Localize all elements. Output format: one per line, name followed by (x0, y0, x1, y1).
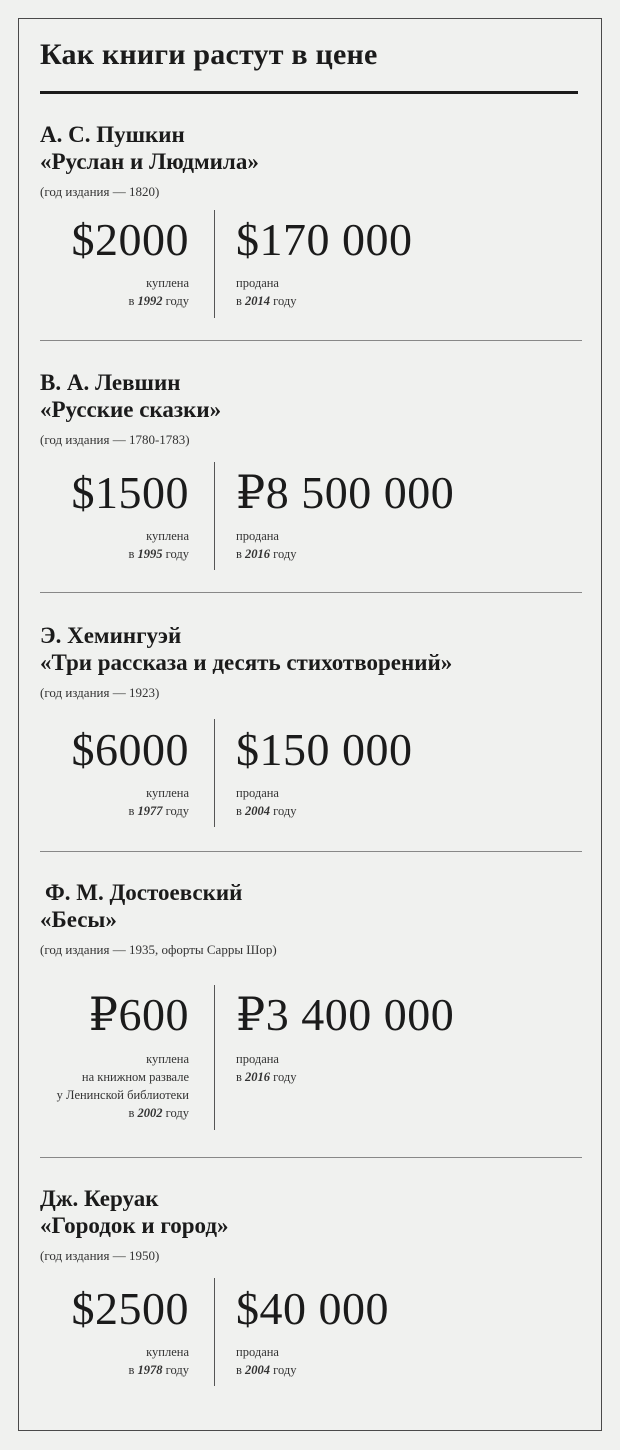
book-author: Э. Хемингуэй (40, 623, 182, 648)
sold-year-line (236, 292, 296, 310)
entry-separator (40, 851, 582, 852)
bought-note (57, 1050, 189, 1122)
sold-year: 2016 (245, 1070, 271, 1084)
book-author: Ф. М. Достоевский (45, 880, 243, 905)
sold-year-suffix: году (270, 1363, 297, 1377)
bought-year-suffix: году (162, 294, 189, 308)
sold-year-line (236, 545, 296, 563)
bought-year-line (129, 1361, 189, 1379)
bought-label: куплена (146, 1052, 189, 1066)
sold-note (236, 1343, 296, 1379)
sold-year: 2016 (245, 547, 271, 561)
bought-note (129, 1343, 189, 1379)
sold-note (236, 527, 296, 563)
bought-label: куплена (146, 529, 189, 543)
sold-label: продана (236, 786, 279, 800)
sold-year: 2014 (245, 294, 271, 308)
sold-year-prefix: в (236, 804, 246, 818)
price-divider (214, 719, 215, 827)
bought-note (129, 784, 189, 820)
bought-year-suffix: году (162, 804, 189, 818)
sold-year-suffix: году (270, 547, 297, 561)
sold-price: $150 000 (236, 724, 413, 775)
bought-year-prefix: в (128, 1106, 138, 1120)
sold-label: продана (236, 1345, 279, 1359)
sold-year-suffix: году (270, 1070, 297, 1084)
sold-label: продана (236, 529, 279, 543)
bought-year-prefix: в (128, 1363, 138, 1377)
book-edition-year: (год издания — 1950) (40, 1248, 160, 1263)
bought-note (129, 274, 189, 310)
entry-separator (40, 340, 582, 341)
sold-label: продана (236, 1052, 279, 1066)
price-divider (214, 1278, 215, 1386)
bought-place-line: на книжном развале (81, 1070, 189, 1084)
bought-year-line (129, 545, 189, 563)
sold-year: 2004 (245, 804, 271, 818)
book-title: «Городок и город» (40, 1213, 229, 1238)
book-author: А. С. Пушкин (40, 122, 185, 147)
book-title: «Руслан и Людмила» (40, 149, 259, 174)
book-edition-year: (год издания — 1780-1783) (40, 432, 190, 447)
bought-year-suffix: году (162, 1363, 189, 1377)
sold-note (236, 784, 296, 820)
bought-price: ₽600 (88, 989, 189, 1040)
bought-year: 1995 (137, 547, 163, 561)
book-author: Дж. Керуак (40, 1186, 159, 1211)
bought-label: куплена (146, 1345, 189, 1359)
bought-year-prefix: в (128, 294, 138, 308)
sold-price: $170 000 (236, 214, 413, 265)
sold-note (236, 274, 296, 310)
bought-year: 1992 (137, 294, 163, 308)
bought-year-line (129, 292, 189, 310)
bought-year-line (129, 802, 189, 820)
sold-year-prefix: в (236, 294, 246, 308)
book-title: «Бесы» (40, 907, 117, 932)
sold-year: 2004 (245, 1363, 271, 1377)
bought-year-prefix: в (128, 804, 138, 818)
sold-year-prefix: в (236, 1070, 246, 1084)
bought-note (129, 527, 189, 563)
book-title: «Три рассказа и десять стихотворений» (40, 650, 453, 675)
bought-year: 1978 (137, 1363, 163, 1377)
page-title: Как книги растут в цене (40, 38, 378, 71)
bought-label: куплена (146, 786, 189, 800)
bought-price: $2500 (71, 1283, 189, 1334)
bought-year-suffix: году (162, 547, 189, 561)
sold-price: ₽3 400 000 (236, 989, 455, 1040)
sold-year-prefix: в (236, 547, 246, 561)
book-title: «Русские сказки» (40, 397, 222, 422)
bought-year-prefix: в (128, 547, 138, 561)
sold-price: ₽8 500 000 (236, 467, 455, 518)
sold-year-prefix: в (236, 1363, 246, 1377)
book-edition-year: (год издания — 1935, офорты Сарры Шор) (40, 942, 277, 957)
bought-year-suffix: году (162, 1106, 189, 1120)
bought-price: $6000 (71, 724, 189, 775)
sold-year-line (236, 1361, 296, 1379)
bought-label: куплена (146, 276, 189, 290)
bought-price: $2000 (71, 214, 189, 265)
bought-year: 2002 (137, 1106, 163, 1120)
sold-year-line (236, 802, 296, 820)
book-edition-year: (год издания — 1923) (40, 685, 160, 700)
sold-year-suffix: году (270, 804, 297, 818)
book-edition-year: (год издания — 1820) (40, 184, 160, 199)
price-divider (214, 985, 215, 1130)
bought-year-line (57, 1104, 189, 1122)
entry-separator (40, 592, 582, 593)
bought-place-line: у Ленинской библиотеки (56, 1088, 189, 1102)
title-rule (40, 91, 578, 94)
sold-label: продана (236, 276, 279, 290)
sold-note (236, 1050, 296, 1086)
price-divider (214, 462, 215, 570)
sold-year-suffix: году (270, 294, 297, 308)
sold-year-line (236, 1068, 296, 1086)
bought-price: $1500 (71, 467, 189, 518)
bought-year: 1977 (137, 804, 163, 818)
entry-separator (40, 1157, 582, 1158)
sold-price: $40 000 (236, 1283, 389, 1334)
price-divider (214, 210, 215, 318)
book-author: В. А. Левшин (40, 370, 181, 395)
